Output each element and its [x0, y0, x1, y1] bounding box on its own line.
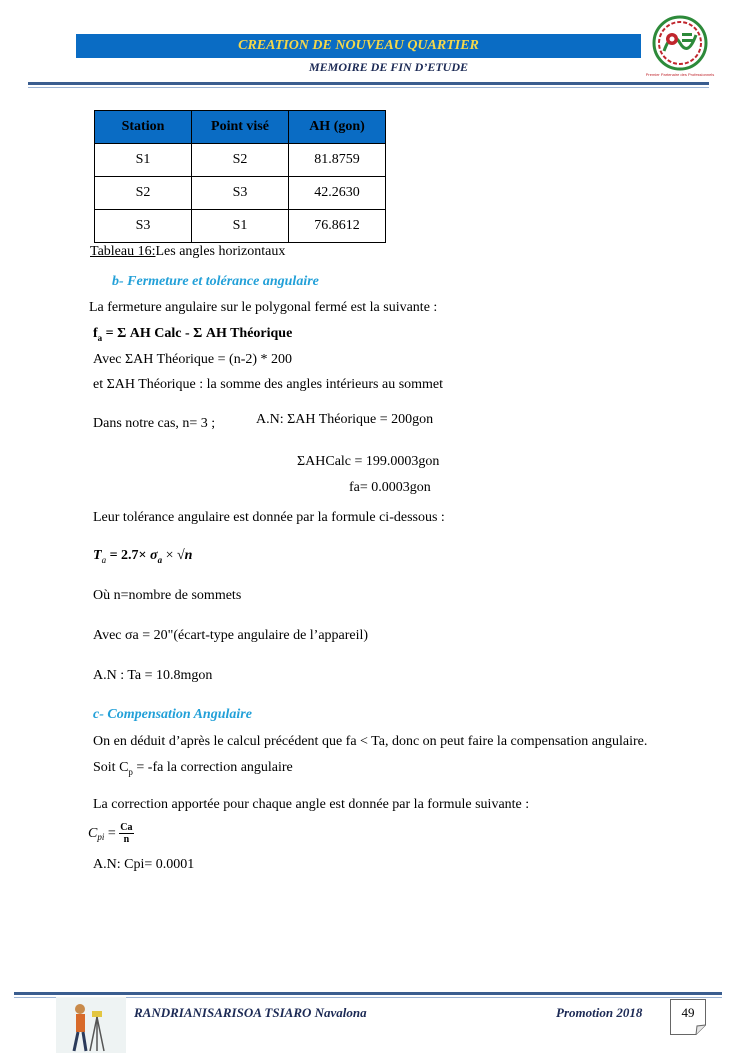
section-c-heading: c- Compensation Angulaire [93, 707, 252, 722]
logo-caption: Premier Partenaire des Professionnels [645, 72, 715, 77]
formula-fa-prefix: f [93, 326, 98, 341]
line-sum-calc: ΣAHCalc = 199.0003gon [297, 454, 440, 469]
table-header-row [95, 111, 386, 144]
formula-fa [93, 326, 292, 343]
school-logo-icon [642, 13, 718, 79]
page-number: 49 [681, 1005, 695, 1020]
line-tolerance: Leur tolérance angulaire est donnée par la formule ci-dessous : [93, 510, 445, 525]
table-row [95, 210, 386, 243]
line-an-theorique: A.N: ΣAH Théorique = 200gon [256, 412, 434, 427]
header-divider [28, 82, 709, 85]
fraction-numerator: Ca [120, 822, 133, 833]
cpi-fraction [119, 822, 133, 845]
column-header-point-vise: Point visé [192, 111, 289, 144]
horizontal-angles-table [94, 110, 386, 243]
page-number-box [670, 999, 706, 1035]
tol-times: × √ [162, 548, 185, 563]
line-et: et ΣAH Théorique : la somme des angles intérieurs au sommet [93, 377, 444, 392]
formula-fa-sub: a [97, 332, 103, 343]
table-caption-text: Les angles horizontaux [155, 244, 286, 259]
soit-sub: p [128, 766, 133, 777]
tol-T: T [93, 548, 102, 563]
line-soit [93, 760, 293, 777]
column-header-ah: AH (gon) [289, 111, 386, 144]
footer-divider [14, 992, 722, 995]
formula-fa-rest: = Σ AH Calc - Σ AH Théorique [102, 326, 293, 341]
cpi-sub: pi [97, 831, 105, 842]
line-fa-value: fa= 0.0003gon [349, 480, 431, 495]
table-cell: S2 [95, 177, 192, 210]
formula-cpi [88, 822, 134, 845]
header-title: CREATION DE NOUVEAU QUARTIER [76, 34, 641, 58]
cpi-C: C [88, 825, 98, 841]
line-sigma: Avec σa = 20"(écart-type angulaire de l’appareil) [93, 628, 369, 643]
table-row [95, 144, 386, 177]
soit-prefix: Soit C [93, 760, 129, 775]
tol-sigma-sub: a [157, 554, 163, 565]
tol-eq: = 2.7× [106, 548, 151, 563]
table-cell: 76.8612 [289, 210, 386, 243]
paragraph-intro: La fermeture angulaire sur le polygonal fermé est la suivante : [89, 300, 438, 315]
table-cell: 81.8759 [289, 144, 386, 177]
fraction-denominator: n [123, 834, 130, 845]
tol-sub: a [101, 554, 107, 565]
table-cell: S3 [95, 210, 192, 243]
table-cell: S2 [192, 144, 289, 177]
footer-author: RANDRIANISARISOA TSIARO Navalona [134, 1005, 367, 1020]
line-cas: Dans notre cas, n= 3 ; [93, 416, 216, 431]
table-caption-label: Tableau 16: [90, 244, 156, 259]
line-correction: La correction apportée pour chaque angle est donnée par la formule suivante : [93, 797, 530, 812]
header-divider-thin [28, 87, 709, 88]
header-subtitle: MEMOIRE DE FIN D’ETUDE [308, 60, 469, 74]
line-avec: Avec ΣAH Théorique = (n-2) * 200 [93, 352, 293, 367]
table-cell: 42.2630 [289, 177, 386, 210]
line-deduit: On en déduit d’après le calcul précédent que fa < Ta, donc on peut faire la compensation angulaire. [93, 734, 648, 749]
table-cell: S1 [192, 210, 289, 243]
tol-sigma: σ [150, 548, 158, 563]
footer-promotion: Promotion 2018 [556, 1005, 643, 1020]
section-b-heading: b- Fermeture et tolérance angulaire [112, 274, 319, 289]
line-ou: Où n=nombre de sommets [93, 588, 242, 603]
table-caption [90, 244, 285, 260]
table-row [95, 177, 386, 210]
line-an-cpi: A.N: Cpi= 0.0001 [93, 857, 195, 872]
table-cell: S3 [192, 177, 289, 210]
line-an-ta: A.N : Ta = 10.8mgon [93, 668, 213, 683]
cpi-eq: = [104, 825, 120, 841]
tol-n: n [184, 548, 193, 563]
column-header-station: Station [95, 111, 192, 144]
surveyor-icon [56, 997, 126, 1053]
formula-tolerance [93, 548, 192, 565]
table-cell: S1 [95, 144, 192, 177]
soit-rest: = -fa la correction angulaire [132, 760, 293, 775]
